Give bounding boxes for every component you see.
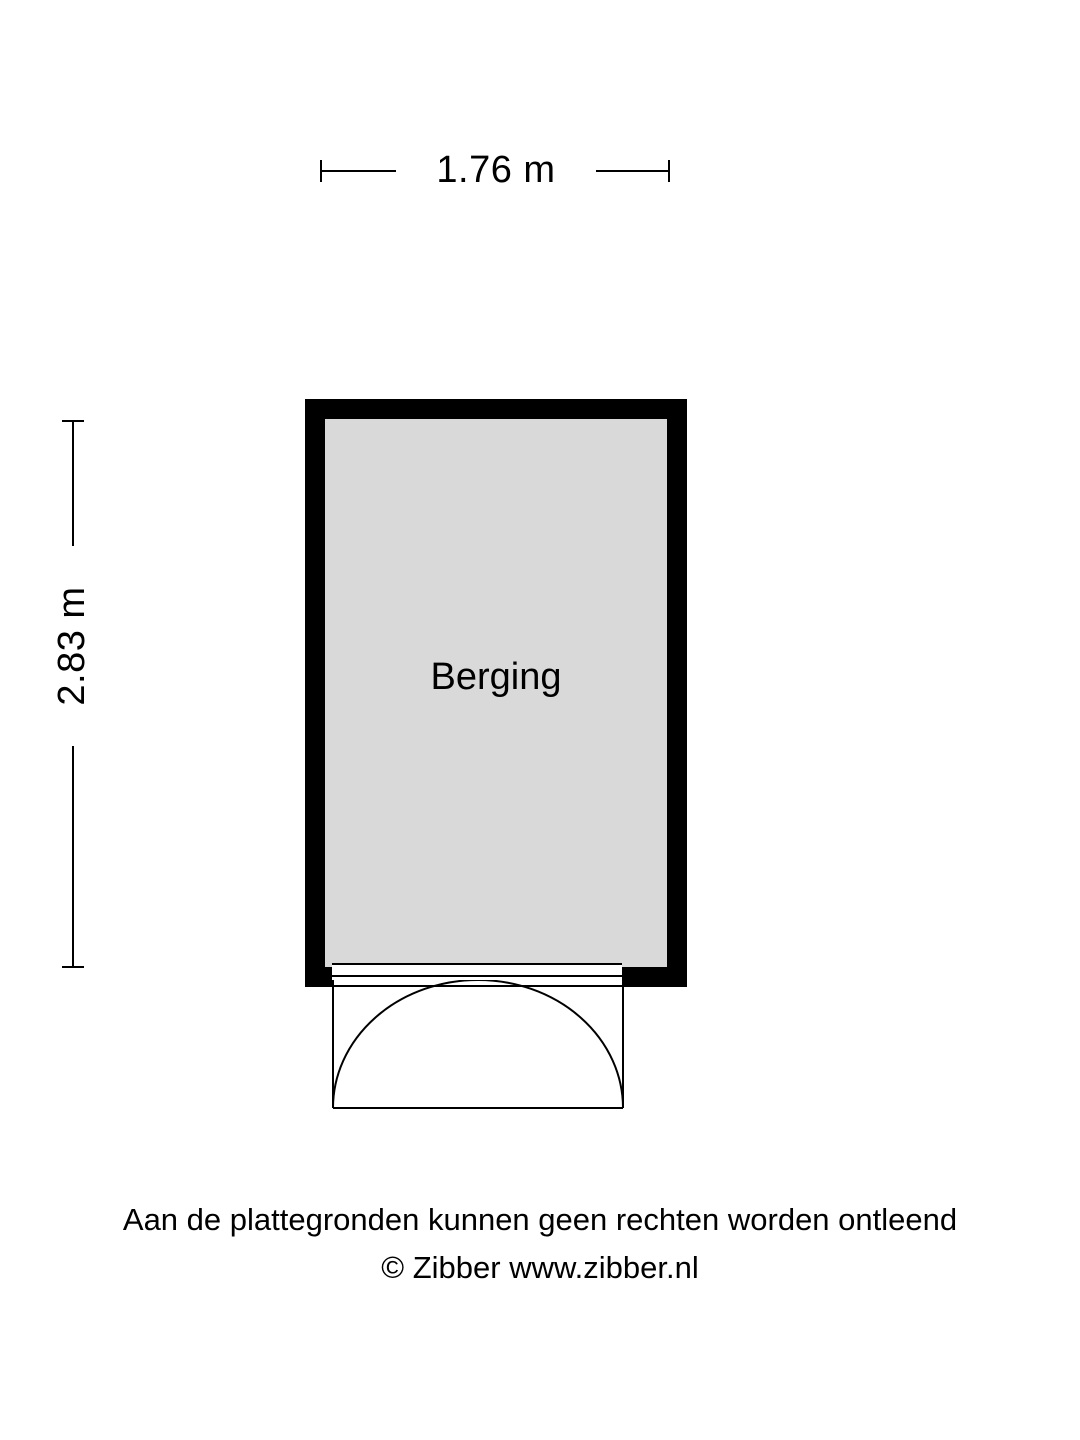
footer bbox=[0, 1196, 1080, 1292]
dimension-width-label: 1.76 m bbox=[396, 144, 596, 196]
door-swing-arcs bbox=[332, 980, 624, 1120]
dimension-height bbox=[48, 420, 104, 968]
dimension-height-label: 2.83 m bbox=[46, 546, 98, 746]
dimension-height-tick-bottom bbox=[62, 966, 84, 968]
door-threshold-line bbox=[332, 975, 622, 977]
dimension-width-tick-right bbox=[668, 160, 670, 182]
room-label: Berging bbox=[430, 656, 562, 698]
dimension-width bbox=[320, 148, 670, 204]
footer-credit: © Zibber www.zibber.nl bbox=[381, 1250, 699, 1285]
footer-disclaimer: Aan de plattegronden kunnen geen rechten worden ontleend bbox=[122, 1202, 958, 1237]
room-berging bbox=[305, 399, 687, 987]
dimension-height-tick-top bbox=[62, 420, 84, 422]
dimension-width-tick-left bbox=[320, 160, 322, 182]
